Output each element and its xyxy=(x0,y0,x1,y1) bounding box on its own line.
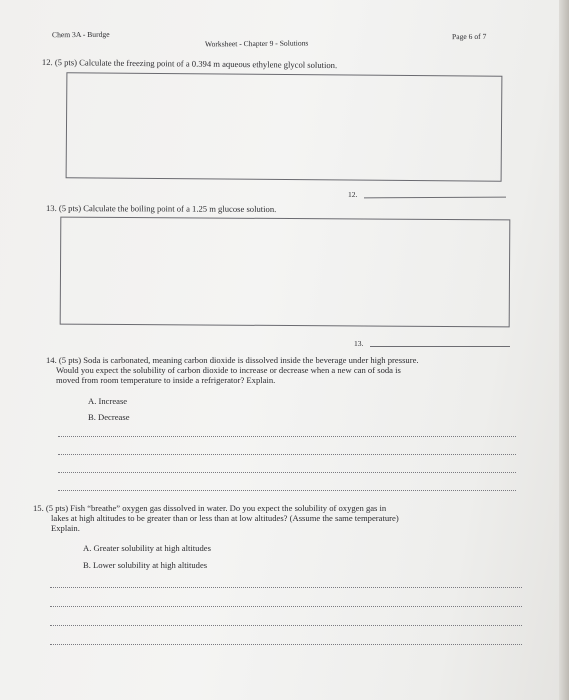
question-14-explain-line-3[interactable] xyxy=(58,472,516,473)
question-15-prompt xyxy=(33,503,399,533)
question-14-prompt xyxy=(46,355,419,385)
question-13-work-box[interactable] xyxy=(60,217,511,328)
question-15-explain-line-3[interactable] xyxy=(50,625,522,626)
course-name: Chem 3A - Burdge xyxy=(51,29,110,40)
question-13-prompt: 13. (5 pts) Calculate the boiling point of a 1.25 m glucose solution. xyxy=(45,203,277,215)
question-15-option-a[interactable]: A. Greater solubility at high altitudes xyxy=(83,543,211,553)
question-13-answer-line[interactable] xyxy=(370,346,510,347)
question-14-explain-line-1[interactable] xyxy=(58,436,516,437)
question-12-answer-label: 12. xyxy=(348,190,358,199)
question-15-explain-line-1[interactable] xyxy=(50,587,522,588)
question-14-option-a[interactable]: A. Increase xyxy=(88,396,128,406)
question-14-line-3: moved from room temperature to inside a refrigerator? Explain. xyxy=(56,375,276,385)
question-15-explain-line-2[interactable] xyxy=(50,606,522,607)
question-14-option-b[interactable]: B. Decrease xyxy=(88,412,130,422)
worksheet-title: Worksheet - Chapter 9 - Solutions xyxy=(204,38,309,49)
page-edge-shadow xyxy=(559,0,569,700)
question-15-explain-line-4[interactable] xyxy=(50,644,522,645)
question-13-answer-label: 13. xyxy=(354,339,364,348)
question-14-explain-line-4[interactable] xyxy=(58,490,516,491)
question-14-explain-line-2[interactable] xyxy=(58,454,516,455)
question-15-line-1: 15. (5 pts) Fish “breathe” oxygen gas dissolved in water. Do you expect the solubility of oxygen gas in xyxy=(33,503,387,513)
question-12-work-box[interactable] xyxy=(66,72,503,181)
question-12-prompt: 12. (5 pts) Calculate the freezing point of a 0.394 m aqueous ethylene glycol solution. xyxy=(41,57,338,71)
page-number: Page 6 of 7 xyxy=(451,31,487,42)
question-15-line-2: lakes at high altitudes to be greater than or less than at low altitudes? (Assume the same temperature) xyxy=(51,513,399,523)
question-14-line-1: 14. (5 pts) Soda is carbonated, meaning carbon dioxide is dissolved inside the beverage under high pressure. xyxy=(46,355,419,365)
question-12-answer-line[interactable] xyxy=(364,197,506,199)
question-14-line-2: Would you expect the solubility of carbon dioxide to increase or decrease when a new can of soda is xyxy=(56,365,401,375)
question-15-line-3: Explain. xyxy=(51,523,80,533)
question-15-option-b[interactable]: B. Lower solubility at high altitudes xyxy=(83,560,208,570)
